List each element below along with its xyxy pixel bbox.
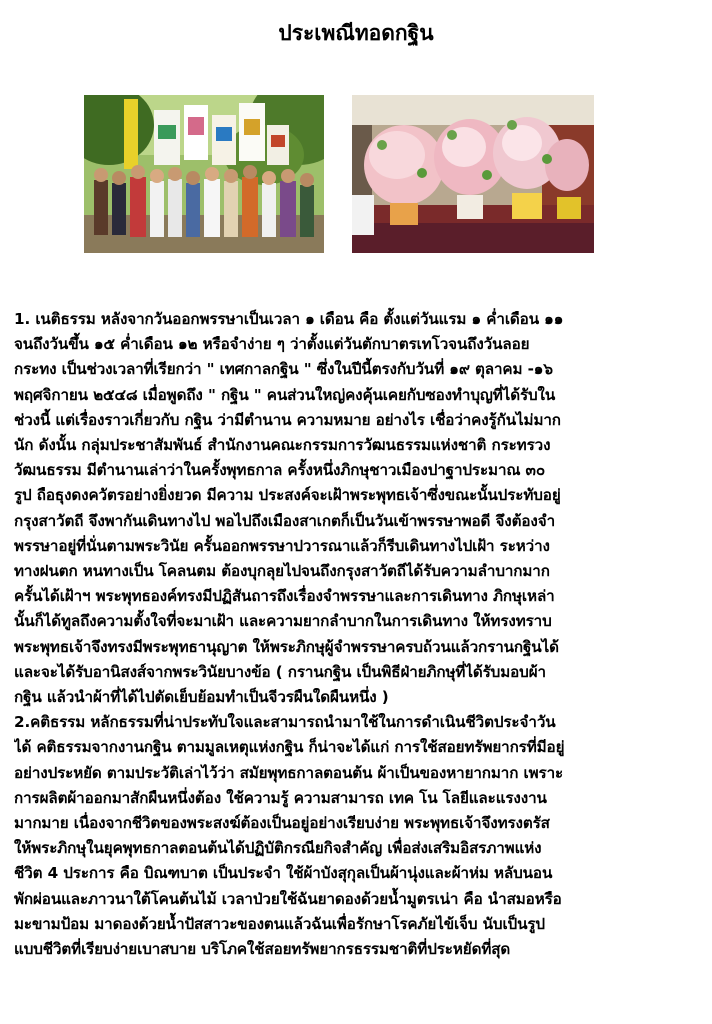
text-line: มะขามป้อม มาดองด้วยน้ำปัสสาวะของตนแล้วฉันเพื่อรักษาโรคภัยไข้เจ็บ นับเป็นรูป	[14, 914, 545, 933]
text-line: นั้นก็ได้ทูลถึงความตั้งใจที่จะมาเฝ้า และความยากลำบากในการเดินทาง ให้ทรงทราบ	[14, 612, 552, 631]
text-line: พฤศจิกายน ๒๕๔๘ เมื่อพูดถึง " กฐิน " คนส่วนใหญ่คงคุ้นเคยกับซองทำบุญที่ได้รับใน	[14, 385, 556, 404]
text-line: แบบชีวิตที่เรียบง่ายเบาสบาย บริโภคใช้สอยทรัพยากรธรรมชาติที่ประหยัดที่สุด	[14, 940, 511, 959]
text-line: ชีวิต 4 ประการ คือ บิณฑบาต เป็นประจำ ใช้ผ้าบังสุกุลเป็นผ้านุ่งและผ้าห่ม หลับนอน	[14, 864, 553, 883]
text-line: อย่างประหยัด ตามประวัติเล่าไว้ว่า สมัยพุทธกาลตอนต้น ผ้าเป็นของหายากมาก เพราะ	[14, 763, 564, 782]
kathin-procession-photo	[84, 95, 324, 253]
text-line: 1. เนติธรรม หลังจากวันออกพรรษาเป็นเวลา ๑ เดือน คือ ตั้งแต่วันแรม ๑ ค่ำเดือน ๑๑	[14, 310, 564, 328]
text-line: พรรษาอยู่ที่นั่นตามพระวินัย ครั้นออกพรรษาปวารณาแล้วก็รีบเดินทางไปเฝ้า ระหว่าง	[14, 536, 550, 555]
paragraph-2	[14, 710, 704, 962]
text-line: 2.คติธรรม หลักธรรมที่น่าประทับใจและสามารถนำมาใช้ในการดำเนินชีวิตประจำวัน	[14, 713, 556, 732]
text-line: กระทง เป็นช่วงเวลาที่เรียกว่า " เทศกาลกฐิน " ซึ่งในปีนี้ตรงกับวันที่ ๑๙ ตุลาคม -๑๖	[14, 360, 553, 379]
text-line: และจะได้รับอานิสงส์จากพระวินัยบางข้อ ( กรานกฐิน เป็นพิธีฝ่ายภิกษุที่ได้รับมอบผ้า	[14, 662, 546, 681]
text-line: มากมาย เนื่องจากชีวิตของพระสงฆ์ต้องเป็นอยู่อย่างเรียบง่าย พระพุทธเจ้าจึงทรงตรัส	[14, 814, 550, 833]
text-line: ได้ คติธรรมจากงานกฐิน ตามมูลเหตุแห่งกฐิน ก็น่าจะได้แก่ การใช้สอยทรัพยากรที่มีอยู่	[14, 738, 565, 757]
paragraph-1	[14, 307, 704, 710]
text-line: ทางฝนตก หนทางเป็น โคลนตม ต้องบุกลุยไปจนถึงกรุงสาวัตถีได้รับความลำบากมาก	[14, 562, 550, 581]
text-line: วัฒนธรรม มีตำนานเล่าว่าในครั้งพุทธกาล ครั้งหนึ่งภิกษุชาวเมืองปาฐาประมาณ ๓๐	[14, 461, 545, 480]
text-line: ให้พระภิกษุในยุคพุทธกาลตอนต้นได้ปฏิบัติกรณียกิจสำคัญ เพื่อส่งเสริมอิสรภาพแห่ง	[14, 839, 542, 858]
text-line: พักผ่อนและภาวนาใต้โคนต้นไม้ เวลาป่วยใช้ฉันยาดองด้วยน้ำมูตรเน่า คือ นำสมอหรือ	[14, 889, 562, 908]
text-line: พระพุทธเจ้าจึงทรงมีพระพุทธานุญาต ให้พระภิกษุผู้จำพรรษาครบถ้วนแล้วกรานกฐินได้	[14, 637, 559, 656]
text-line: ครั้นได้เฝ้าฯ พระพุทธองค์ทรงมีปฏิสันถารถึงเรื่องจำพรรษาและการเดินทาง ภิกษุเหล่า	[14, 587, 555, 606]
money-tree-offering-photo	[352, 95, 594, 253]
article-body	[14, 307, 704, 962]
text-line: จนถึงวันขึ้น ๑๕ ค่ำเดือน ๑๒ หรือจำง่าย ๆ ว่าตั้งแต่วันตักบาตรเทโวจนถึงวันลอย	[14, 335, 530, 354]
text-line: กรุงสาวัตถี จึงพากันเดินทางไป พอไปถึงเมืองสาเกตก็เป็นวันเข้าพรรษาพอดี จึงต้องจำ	[14, 511, 556, 530]
text-line: การผลิตผ้าออกมาสักผืนหนึ่งต้อง ใช้ความรู้ ความสามารถ เทค โน โลยีและแรงงาน	[14, 788, 547, 807]
text-line: ช่วงนี้ แต่เรื่องราวเกี่ยวกับ กฐิน ว่ามีตำนาน ความหมาย อย่างไร เชื่อว่าคงรู้กันไม่มาก	[14, 410, 561, 429]
text-line: กฐิน แล้วนำผ้าที่ได้ไปตัดเย็บย้อมทำเป็นจีวรผืนใดผืนหนึ่ง )	[14, 688, 389, 707]
text-line: รูป ถือธุงดงควัตรอย่างยิ่งยวด มีความ ประสงค์จะเฝ้าพระพุทธเจ้าซึ่งขณะนั้นประทับอยู่	[14, 486, 561, 505]
page-title: ประเพณีทอดกฐิน	[278, 21, 434, 45]
text-line: นัก ดังนั้น กลุ่มประชาสัมพันธ์ สำนักงานคณะกรรมการวัฒนธรรมแห่งชาติ กระทรวง	[14, 436, 551, 455]
